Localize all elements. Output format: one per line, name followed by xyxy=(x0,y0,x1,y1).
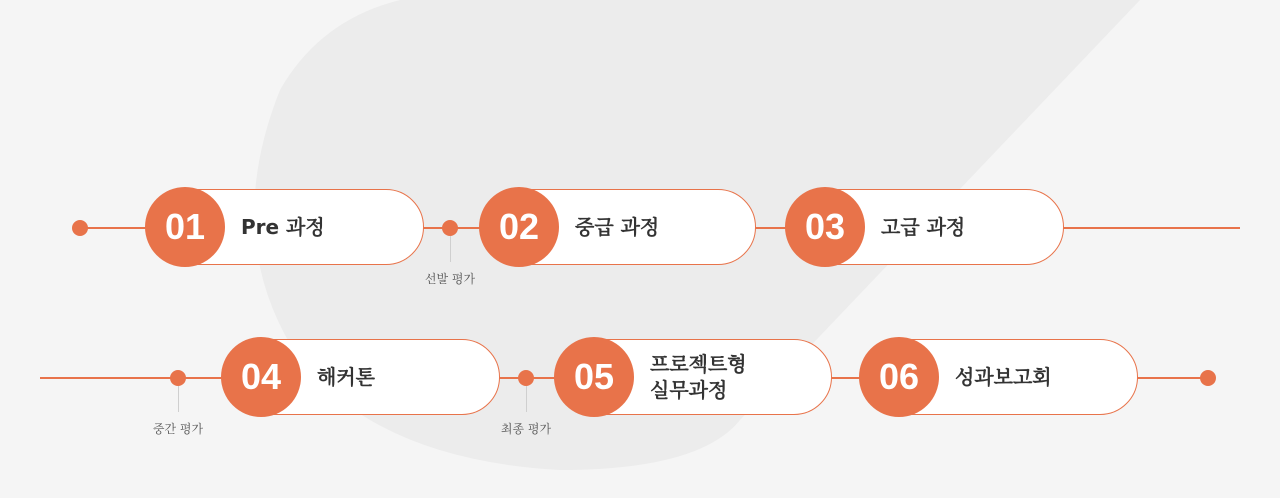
step-label: 프로젝트형 실무과정 xyxy=(650,351,747,402)
step-04 xyxy=(224,339,500,415)
evaluation-tick-final xyxy=(526,386,527,412)
step-label: Pre 과정 xyxy=(241,214,325,239)
step-label: 성과보고회 xyxy=(955,364,1052,389)
timeline-start-dot xyxy=(72,220,88,236)
evaluation-label-selection: 선발 평가 xyxy=(424,272,476,286)
step-number: 04 xyxy=(221,337,301,417)
step-number: 06 xyxy=(859,337,939,417)
step-label: 중급 과정 xyxy=(575,214,660,239)
evaluation-label-midterm: 중간 평가 xyxy=(152,422,204,436)
step-02 xyxy=(482,189,756,265)
step-label: 해커톤 xyxy=(317,364,375,389)
evaluation-tick-midterm xyxy=(178,386,179,412)
evaluation-dot-midterm xyxy=(170,370,186,386)
step-number: 02 xyxy=(479,187,559,267)
evaluation-dot-final xyxy=(518,370,534,386)
step-number: 01 xyxy=(145,187,225,267)
step-05 xyxy=(557,339,832,415)
evaluation-label-final: 최종 평가 xyxy=(500,422,552,436)
timeline-end-dot xyxy=(1200,370,1216,386)
evaluation-tick-selection xyxy=(450,236,451,262)
step-number: 03 xyxy=(785,187,865,267)
step-label: 고급 과정 xyxy=(881,214,966,239)
step-03 xyxy=(788,189,1064,265)
step-01 xyxy=(148,189,424,265)
step-06 xyxy=(862,339,1138,415)
evaluation-dot-selection xyxy=(442,220,458,236)
step-number: 05 xyxy=(554,337,634,417)
